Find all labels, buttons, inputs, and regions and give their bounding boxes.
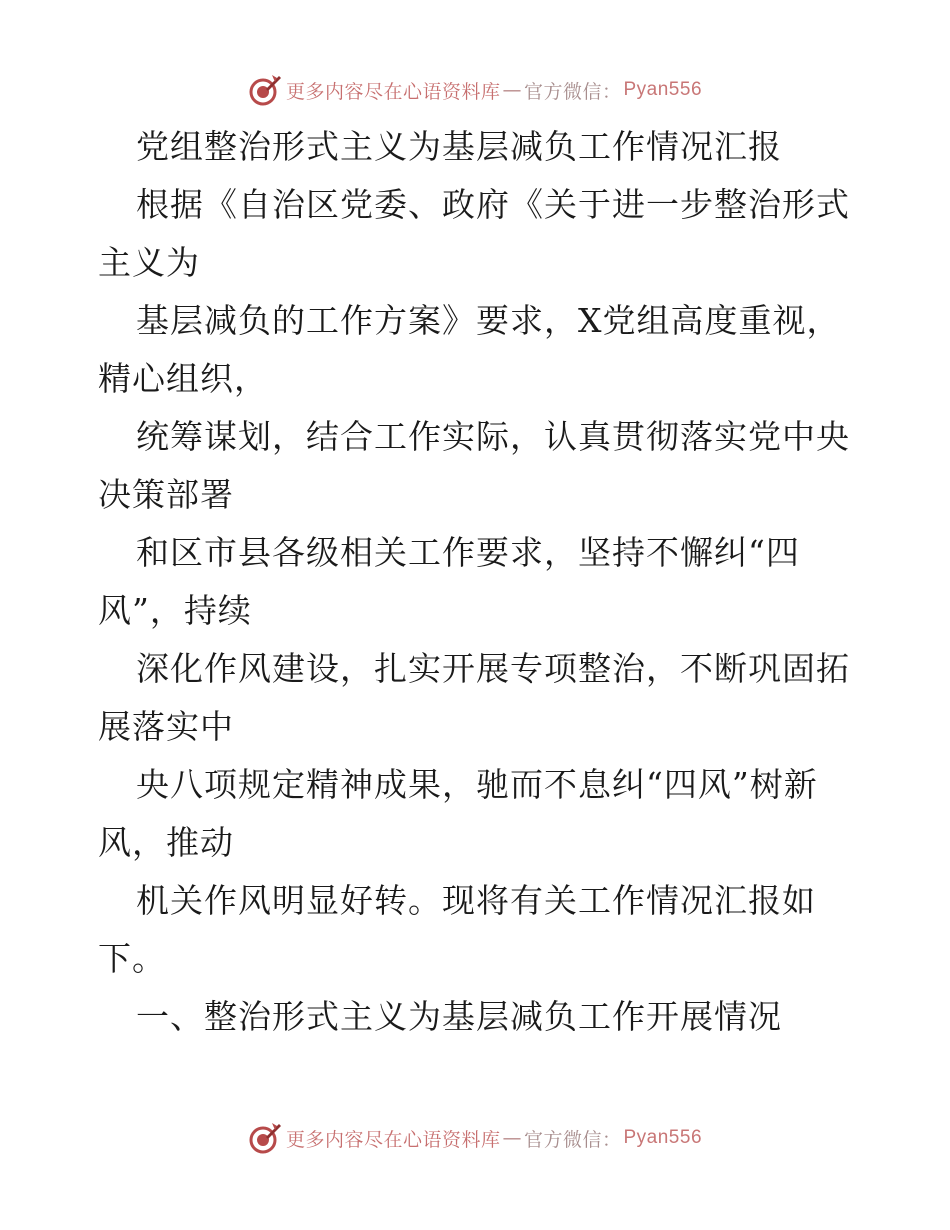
paragraph-line: 机关作风明显好转。现将有关工作情况汇报如: [136, 881, 816, 920]
paragraph-line: 风”，持续: [98, 591, 252, 630]
watermark-wechat-id: Pyan556: [623, 79, 703, 100]
paragraph-line: 展落实中: [98, 707, 234, 746]
paragraph-line: 风，推动: [98, 823, 234, 862]
quill-seal-icon: [248, 1121, 282, 1155]
watermark-wechat-id: Pyan556: [623, 1127, 703, 1148]
paragraph-line: 基层减负的工作方案》要求，X党组高度重视，: [136, 301, 841, 340]
quill-seal-icon: [248, 73, 282, 107]
paragraph-line: 统筹谋划，结合工作实际，认真贯彻落实党中央: [136, 417, 850, 456]
section-heading: 一、整治形式主义为基层减负工作开展情况: [136, 997, 782, 1036]
paragraph-line: 根据《自治区党委、政府《关于进一步整治形式: [136, 185, 850, 224]
paragraph-line: 下。: [98, 939, 166, 978]
watermark-text: 更多内容尽在心语资料库: [285, 80, 501, 103]
paragraph-line: 和区市县各级相关工作要求，坚持不懈纠“四: [136, 533, 800, 572]
paragraph-line: 央八项规定精神成果，驰而不息纠“四风”树新: [136, 765, 818, 804]
header-watermark: [0, 70, 950, 110]
paragraph-line: 主义为: [98, 243, 200, 282]
paragraph-line: 深化作风建设，扎实开展专项整治，不断巩固拓: [136, 649, 850, 688]
watermark-separator: —: [502, 79, 522, 101]
watermark-wechat-label: 官方微信：: [523, 1128, 622, 1151]
footer-watermark: [0, 1118, 950, 1158]
document-body: [98, 118, 858, 1046]
document-title: 党组整治形式主义为基层减负工作情况汇报: [136, 127, 782, 166]
watermark-wechat-label: 官方微信：: [523, 80, 622, 103]
paragraph-line: 决策部署: [98, 475, 234, 514]
watermark-separator: —: [502, 1127, 522, 1149]
paragraph-line: 精心组织，: [98, 359, 268, 398]
watermark-text: 更多内容尽在心语资料库: [285, 1128, 501, 1151]
